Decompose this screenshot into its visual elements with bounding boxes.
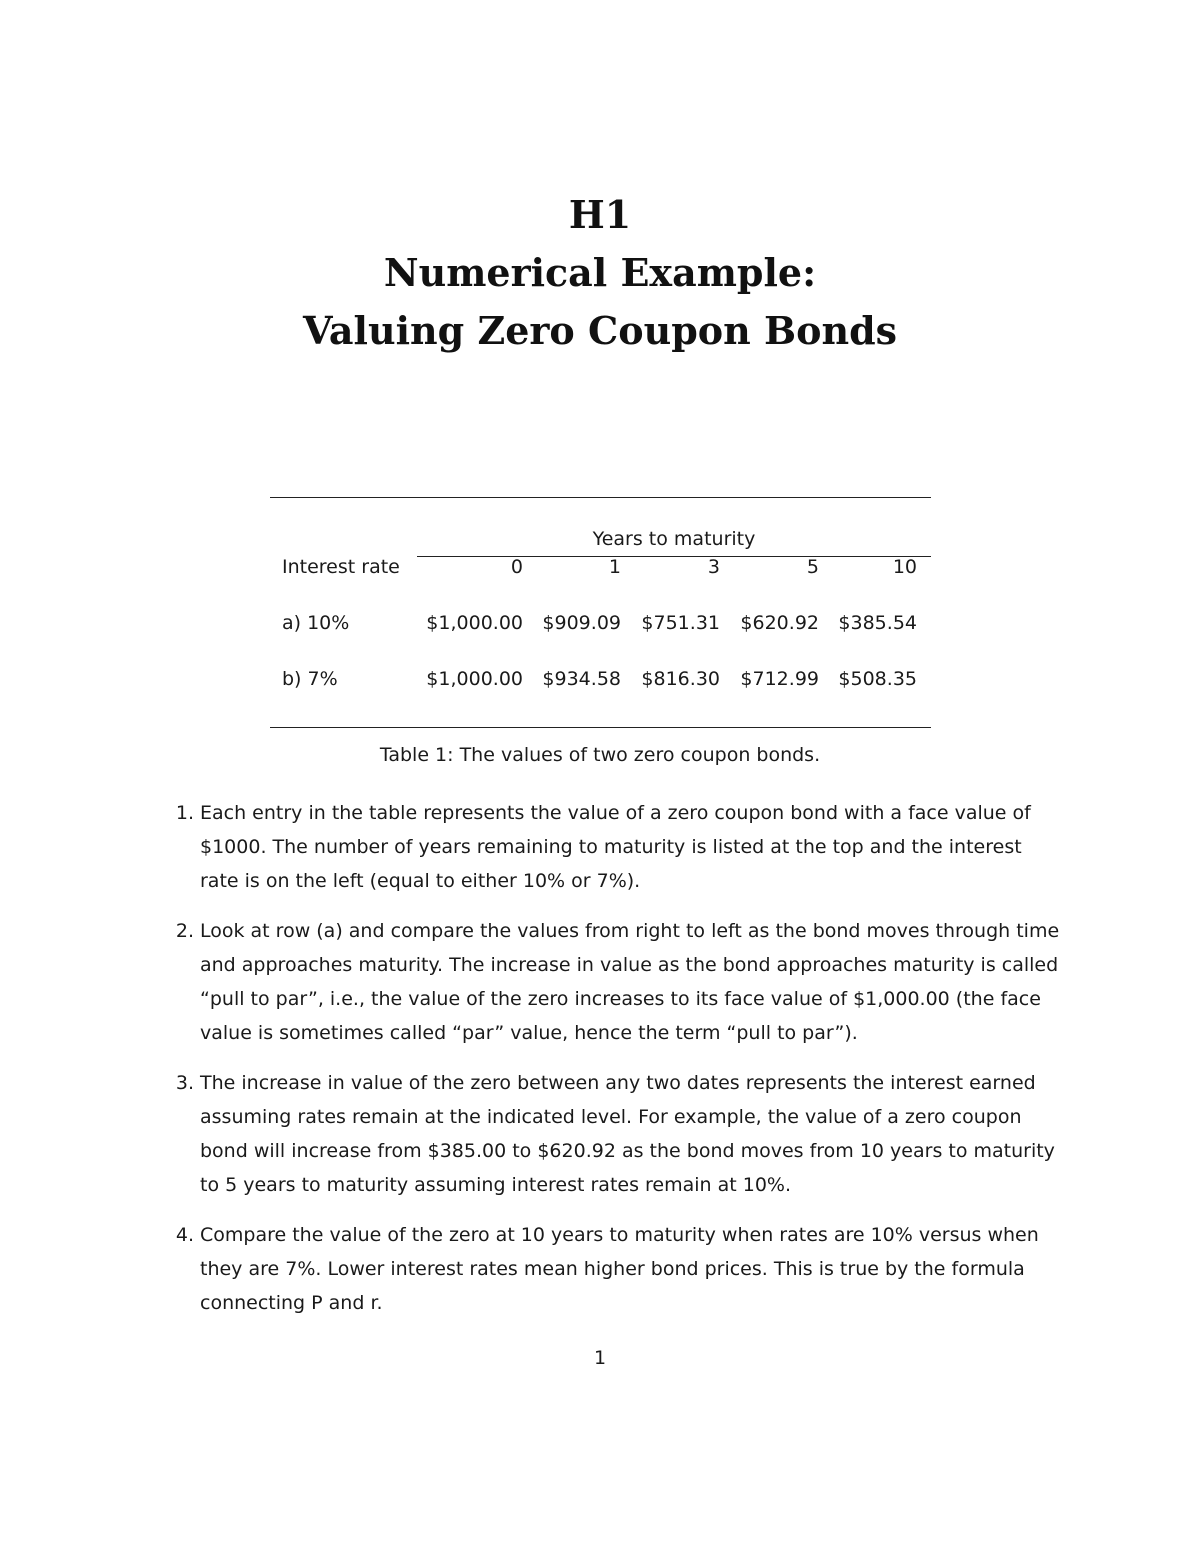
list-item: [160, 1218, 1065, 1320]
table-body: [270, 498, 931, 727]
years-to-maturity-header: Years to maturity: [592, 528, 756, 550]
column-header-0: 0: [510, 556, 523, 578]
column-header-5: 5: [806, 556, 819, 578]
document-title: [0, 186, 1200, 360]
list-item-number: 2.: [175, 920, 194, 942]
list-item: [160, 1066, 1065, 1202]
table-cell: $909.09: [542, 612, 621, 634]
list-item-number: 1.: [175, 802, 194, 824]
page-number: 1: [593, 1347, 607, 1369]
list-item-text: The increase in value of the zero between any two dates represents the interest earned assuming rates remain at the indicated level. For example, the value of a zero coupon bond will increase from $385.00 to $620.92 as the bond moves from 10 years to maturity to 5 years to maturity assuming interest rates remain at 10%.: [200, 1072, 1055, 1196]
column-header-10: 10: [892, 556, 917, 578]
table-cell: $712.99: [740, 668, 819, 690]
column-header-3: 3: [707, 556, 720, 578]
explanation-list: [160, 796, 1065, 1336]
title-line-3: Valuing Zero Coupon Bonds: [302, 308, 898, 353]
table-cell: $934.58: [542, 668, 621, 690]
table-cell: $751.31: [641, 612, 720, 634]
table-cell: $816.30: [641, 668, 720, 690]
row-label-b: b) 7%: [282, 668, 338, 690]
interest-rate-header: Interest rate: [282, 556, 400, 578]
column-header-1: 1: [608, 556, 621, 578]
list-item: [160, 796, 1065, 898]
table-cell: $1,000.00: [426, 668, 523, 690]
bond-values-table: [270, 497, 931, 728]
row-label-a: a) 10%: [282, 612, 350, 634]
title-line-1: H1: [568, 192, 632, 237]
list-item-number: 3.: [175, 1072, 194, 1094]
list-item-text: Compare the value of the zero at 10 years to maturity when rates are 10% versus when they are 7%. Lower interest rates mean higher bond prices. This is true by the formula connecting P and r.: [200, 1224, 1039, 1314]
table-cell: $385.54: [838, 612, 917, 634]
table-cell: $1,000.00: [426, 612, 523, 634]
list-item-number: 4.: [175, 1224, 194, 1246]
table-caption: Table 1: The values of two zero coupon bonds.: [379, 744, 821, 766]
table-bottom-rule: [270, 727, 931, 728]
title-line-2: Numerical Example:: [383, 250, 817, 295]
list-item: [160, 914, 1065, 1050]
list-item-text: Each entry in the table represents the value of a zero coupon bond with a face value of $1000. The number of years remaining to maturity is listed at the top and the interest rate is on the left (equal to either 10% or 7%).: [200, 802, 1031, 892]
table-cell: $620.92: [740, 612, 819, 634]
table-cell: $508.35: [838, 668, 917, 690]
list-item-text: Look at row (a) and compare the values from right to left as the bond moves through time and approaches maturity. The increase in value as the bond approaches maturity is called “pull to par”, i.e., the value of the zero increases to its face value of $1,000.00 (the face value is sometimes called “par” value, hence the term “pull to par”).: [200, 920, 1060, 1044]
